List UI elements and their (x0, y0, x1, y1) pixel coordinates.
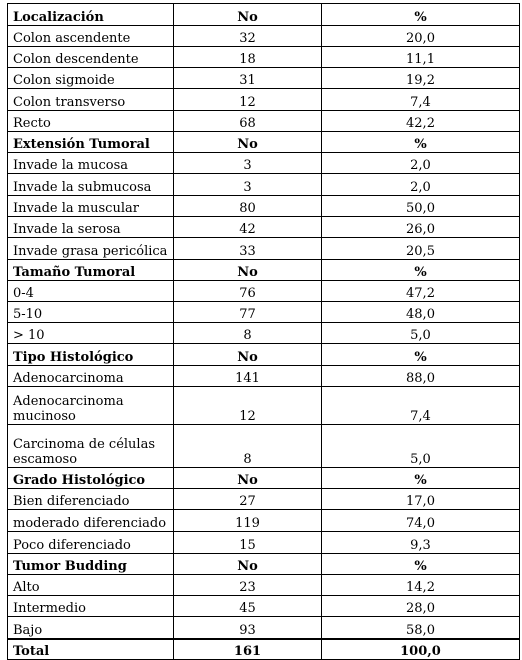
row-label: 0-4 (8, 281, 174, 302)
column-header-no: No (174, 4, 322, 26)
row-label: Alto (8, 575, 174, 596)
row-label: 5-10 (8, 302, 174, 323)
row-label: Invade la mucosa (8, 153, 174, 174)
row-label: Intermedio (8, 596, 174, 617)
row-percent: 74,0 (322, 510, 520, 532)
table-row (8, 238, 520, 260)
row-percent: 20,0 (322, 26, 520, 47)
section-header-label: Tumor Budding (8, 554, 174, 575)
table-row (8, 26, 520, 47)
section-header-label: Tamaño Tumoral (8, 260, 174, 281)
row-percent: 17,0 (322, 489, 520, 510)
row-count: 76 (174, 281, 322, 302)
table-row (8, 153, 520, 174)
table-row (8, 532, 520, 554)
data-table (7, 3, 520, 660)
total-label: Total (8, 639, 174, 660)
total-percent: 100,0 (322, 639, 520, 660)
row-count: 80 (174, 196, 322, 217)
section-header-row (8, 344, 520, 366)
row-label: Colon transverso (8, 89, 174, 111)
row-count: 42 (174, 217, 322, 238)
column-header-no: No (174, 344, 322, 366)
table-row (8, 111, 520, 132)
section-header-label: Tipo Histológico (8, 344, 174, 366)
row-label: Invade la submucosa (8, 174, 174, 196)
column-header-no: No (174, 132, 322, 153)
row-label: Colon sigmoide (8, 68, 174, 89)
row-count: 77 (174, 302, 322, 323)
row-percent: 9,3 (322, 532, 520, 554)
row-label: Poco diferenciado (8, 532, 174, 554)
row-percent: 26,0 (322, 217, 520, 238)
row-percent: 7,4 (322, 89, 520, 111)
table-row (8, 217, 520, 238)
row-count: 141 (174, 366, 322, 387)
table-row (8, 47, 520, 68)
column-header-percent: % (322, 468, 520, 489)
row-count: 8 (174, 323, 322, 344)
section-header-row (8, 4, 520, 26)
row-percent: 2,0 (322, 153, 520, 174)
row-count: 119 (174, 510, 322, 532)
row-count: 15 (174, 532, 322, 554)
section-header-label: Localización (8, 4, 174, 26)
row-percent: 14,2 (322, 575, 520, 596)
row-count: 68 (174, 111, 322, 132)
table-row (8, 68, 520, 89)
row-label: Carcinoma de células escamoso (8, 425, 174, 468)
row-count: 8 (174, 425, 322, 468)
row-label: Adenocarcinoma mucinoso (8, 387, 174, 425)
row-percent: 28,0 (322, 596, 520, 617)
section-header-row (8, 554, 520, 575)
row-label: Bajo (8, 617, 174, 639)
table-row (8, 281, 520, 302)
row-percent: 7,4 (322, 387, 520, 425)
row-percent: 5,0 (322, 425, 520, 468)
table-row (8, 489, 520, 510)
table-row (8, 89, 520, 111)
table-row (8, 617, 520, 639)
column-header-percent: % (322, 344, 520, 366)
row-count: 27 (174, 489, 322, 510)
table-row (8, 510, 520, 532)
row-label: Colon ascendente (8, 26, 174, 47)
row-count: 12 (174, 387, 322, 425)
section-header-row (8, 260, 520, 281)
row-percent: 47,2 (322, 281, 520, 302)
row-percent: 48,0 (322, 302, 520, 323)
row-count: 31 (174, 68, 322, 89)
table-row (8, 302, 520, 323)
column-header-no: No (174, 468, 322, 489)
row-count: 93 (174, 617, 322, 639)
row-count: 18 (174, 47, 322, 68)
row-label: Invade la serosa (8, 217, 174, 238)
row-count: 45 (174, 596, 322, 617)
row-label: Invade grasa pericólica (8, 238, 174, 260)
row-percent: 42,2 (322, 111, 520, 132)
table-row (8, 387, 520, 425)
row-percent: 58,0 (322, 617, 520, 639)
table-row (8, 174, 520, 196)
total-row (8, 639, 520, 660)
table-row (8, 196, 520, 217)
table-row (8, 323, 520, 344)
row-percent: 88,0 (322, 366, 520, 387)
row-count: 32 (174, 26, 322, 47)
column-header-percent: % (322, 4, 520, 26)
row-percent: 2,0 (322, 174, 520, 196)
column-header-percent: % (322, 554, 520, 575)
column-header-no: No (174, 260, 322, 281)
row-label: Colon descendente (8, 47, 174, 68)
row-count: 12 (174, 89, 322, 111)
table-row (8, 575, 520, 596)
row-percent: 50,0 (322, 196, 520, 217)
row-count: 3 (174, 153, 322, 174)
row-percent: 5,0 (322, 323, 520, 344)
section-header-label: Extensión Tumoral (8, 132, 174, 153)
section-header-row (8, 468, 520, 489)
table-row (8, 425, 520, 468)
row-label: Adenocarcinoma (8, 366, 174, 387)
row-count: 33 (174, 238, 322, 260)
row-percent: 11,1 (322, 47, 520, 68)
row-count: 3 (174, 174, 322, 196)
row-count: 23 (174, 575, 322, 596)
column-header-no: No (174, 554, 322, 575)
total-count: 161 (174, 639, 322, 660)
section-header-label: Grado Histológico (8, 468, 174, 489)
row-label: > 10 (8, 323, 174, 344)
row-percent: 20,5 (322, 238, 520, 260)
row-label: Bien diferenciado (8, 489, 174, 510)
row-percent: 19,2 (322, 68, 520, 89)
column-header-percent: % (322, 132, 520, 153)
row-label: moderado diferenciado (8, 510, 174, 532)
row-label: Recto (8, 111, 174, 132)
section-header-row (8, 132, 520, 153)
table-row (8, 366, 520, 387)
row-label: Invade la muscular (8, 196, 174, 217)
column-header-percent: % (322, 260, 520, 281)
table-row (8, 596, 520, 617)
